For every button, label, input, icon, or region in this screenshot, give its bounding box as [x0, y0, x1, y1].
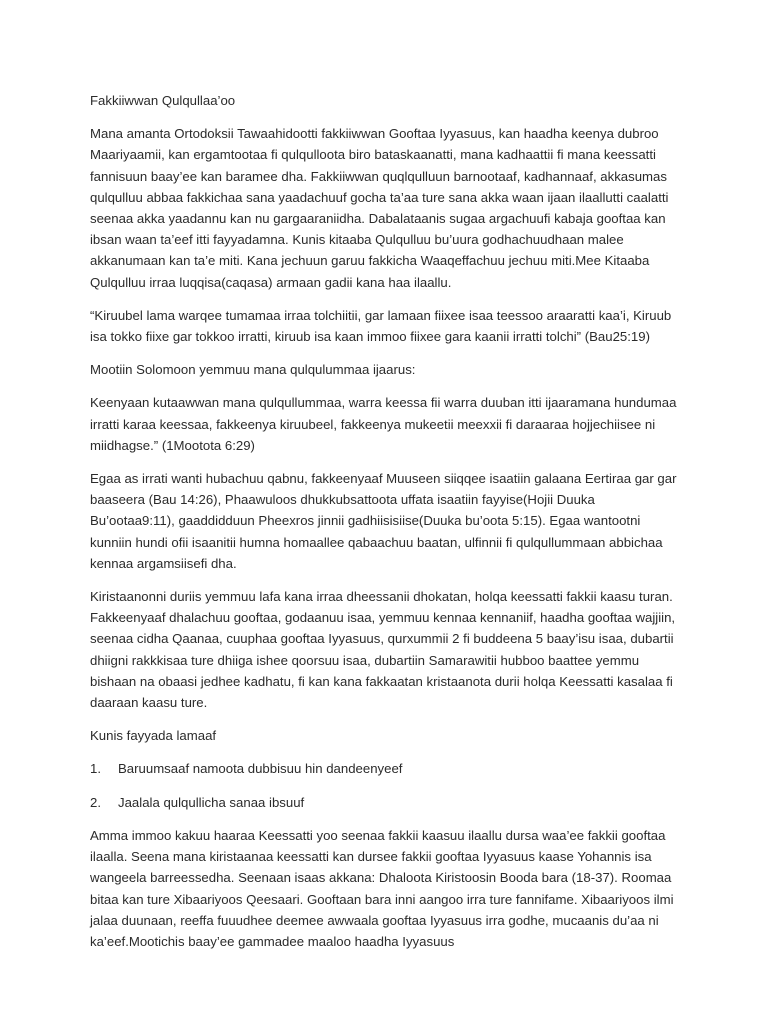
document-page — [90, 90, 680, 964]
paragraph-two-purposes: Kunis fayyada lamaaf — [90, 728, 217, 744]
paragraph-examples: Egaa as irrati wanti hubachuu qabnu, fakkeenyaaf Muuseen siiqqee isaatiin galaana Eertiraa gar gar baaseera (Bau 14:26), Phaawuloos dhukkubsattoota uffata isaatiin fayyise(Hojii Duuka Bu’ootaa9:11), gaaddidduun Pheexros jinnii gadhiisisiise(Duuka bu’oota 5:15). Egaa wantootni kunniin hundi ofii isaanitii humna homaallee qabaachuu baatan, ulfinnii fi qulqullummaan abbichaa kennaa argamsiisefi dha. — [90, 471, 677, 571]
list-item-text: Jaalala qulqullicha sanaa ibsuuf — [118, 794, 305, 810]
list-item — [90, 758, 680, 779]
list-item-number: 2. — [90, 794, 101, 810]
paragraph-new-testament: Amma immoo kakuu haaraa Keessatti yoo seenaa fakkii kaasuu ilaallu dursa waa’ee fakkii gooftaa ilaalla. Seena mana kiristaanaa keessatti kan dursee fakkii gooftaa Iyyasuus kaase Yohannis isa wangeela barreessedha. Seenaan isaas akkana: Dhaloota Kiristoosin Booda bara (18-37). Roomaa bitaa kan ture Xibaariyoos Qeesaari. Gooftaan bara inni aangoo irra ture fannifame. Xibaariyoos ilmi jalaa duunaan, reeffa fuuudhee deemee awwaala gooftaa Iyyasuus irra godhe, mucaanis du’aa ni ka’eef.Mootichis baay’ee gammadee maaloo haadha Iyyasuus — [90, 827, 674, 949]
paragraph-quote-exodus: “Kiruubel lama warqee tumamaa irraa tolchiitii, gar lamaan fiixee isaa teessoo araaratti kaa’i, Kiruub isa tokko fiixe gar tokkoo irratti, kiruub isa kaan immoo fiixee gara kaanii irratti tolchi” (Bau25:19) — [90, 307, 672, 345]
paragraph-solomon: Mootiin Solomoon yemmuu mana qulqulummaa ijaarus: — [90, 362, 416, 378]
paragraph-early-christians: Kiristaanonni duriis yemmuu lafa kana irraa dheessanii dhokatan, holqa keessatti fakkii kaasu turan. Fakkeenyaaf dhalachuu gooftaa, godaanuu isaa, yemmuu kennaa kennaniif, haadha gooftaa wajjiin, seenaa cidha Qaanaa, cuuphaa gooftaa Iyyasuus, qurxummii 2 fi buddeena 5 baay’isu isaa, dubartii dhiigni rakkkisaa ture dhiiga ishee qoorsuu isaa, dubartiin Samarawitii hubboo baattee yemmu bishaan na obaasi jedhee kadhatu, fi kan kana fakkaatan kristaanota durii holqa Keessatti kasalaa fi daaraan kaasu ture. — [90, 589, 676, 711]
paragraph-intro: Mana amanta Ortodoksii Tawaahidootti fakkiiwwan Gooftaa Iyyasuus, kan haadha keenya dubroo Maariyaamii, kan ergamtootaa fi qulqulloota biro bataskaanatti, mana kadhaattii fi mana keessatti fannisuun baay’ee kan baramee dha. Fakkiiwwan quqlqulluun barnootaaf, kadhannaaf, akkasumas qulqulluu abbaa fakkichaa sana yaadachuuf gocha ta’aa ture sana akka waan ijaan ilaallutti caalatti seenaa akka yaadannu kan nu gargaaraniidha. Dabalataanis sugaa argachuufi kabaja gooftaa kan ibsan waan ta’eef itti fayyadamna. Kunis kitaaba Qulqulluu bu’uura godhachuudhaan malee akkanumaan kan ta’e miti. Kana jechuun garuu fakkicha Waaqeffachuu jechuu miti.Mee Kitaaba Qulqulluu irraa luqqisa(caqasa) armaan gadii kana haa ilaallu. — [90, 126, 669, 290]
list-item-number: 1. — [90, 761, 101, 777]
list-item — [90, 792, 680, 813]
list-item-text: Baruumsaaf namoota dubbisuu hin dandeenyeef — [118, 761, 403, 777]
paragraph-quote-kings: Keenyaan kutaawwan mana qulqullummaa, warra keessa fii warra duuban itti ijaaramana hundumaa irratti karaa keessaa, fakkeenya kiruubeel, fakkeenya mukeetii meexxii fi daraaraa hojjechiisee ni miidhagse.” (1Mootota 6:29) — [90, 395, 677, 453]
document-title: Fakkiiwwan Qulqullaa’oo — [90, 93, 236, 108]
